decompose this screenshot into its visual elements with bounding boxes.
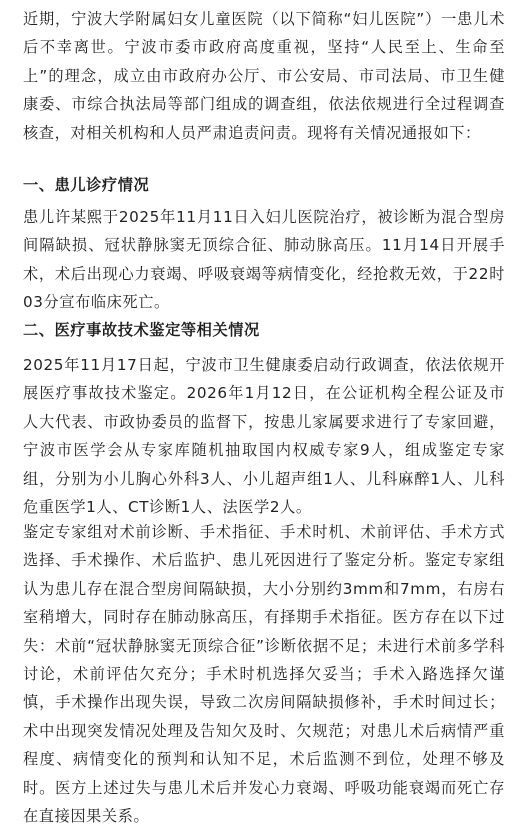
diagnosis-paragraph: 患儿许某熙于2025年11月11日入妇儿医院治疗，被诊断为混合型房间隔缺损、冠状静脉窦无顶综合征、肺动脉高压。11月14日开展手术，术后出现心力衰竭、呼吸衰竭等病情变化，经抢救无效，于22时03分宣布临床死亡。 <box>23 208 505 312</box>
appraisal-paragraph-process: 2025年11月17日起，宁波市卫生健康委启动行政调查，依法依规开展医疗事故技术鉴定。2026年1月12日，在公证机构全程公证及市人大代表、市政协委员的监督下，按患儿家属要求进行了专家回避，宁波市医学会从专家库随机抽取国内权威专家9人，组成鉴定专家组，分别为小儿胸心外科3人、小儿超声组1人、儿科麻醉1人、儿科危重医学1人、CT诊断1人、法医学2人。 <box>23 356 505 517</box>
appraisal-paragraph-findings: 鉴定专家组对术前诊断、手术指征、手术时机、术前评估、手术方式选择、手术操作、术后监护、患儿死因进行了鉴定分析。鉴定专家组认为患儿存在混合型房间隔缺损，大小分别约3mm和7mm，右房右室稍增大，同时存在肺动脉高压，有择期手术指征。医方存在以下过失：术前“冠状静脉窦无顶综合征”诊断依据不足；未进行术前多学科讨论，术前评估欠充分；手术时机选择欠妥当；手术入路选择欠谨慎，手术操作出现失误，导致二次房间隔缺损修补，手术时间过长；术中出现突发情况处理及告知欠及时、欠规范；对患儿术后病情严重程度、病情变化的预判和认知不足，术后监测不到位，处理不够及时。医方上述过失与患儿术后并发心力衰竭、呼吸功能衰竭而死亡存在直接因果关系。 <box>23 523 505 826</box>
section-heading-diagnosis: 一、患儿诊疗情况 <box>23 176 150 194</box>
section-heading-appraisal: 二、医疗事故技术鉴定等相关情况 <box>23 321 260 339</box>
intro-paragraph: 近期，宁波大学附属妇女儿童医院（以下简称“妇儿医院”）一患儿术后不幸离世。宁波市委市政府高度重视，坚持“人民至上、生命至上”的理念，成立由市政府办公厅、市公安局、市司法局、市卫生健康委、市综合执法局等部门组成的调查组，依法依规进行全过程调查核查，对相关机构和人员严肃追责问责。现将有关情况通报如下： <box>23 10 505 142</box>
